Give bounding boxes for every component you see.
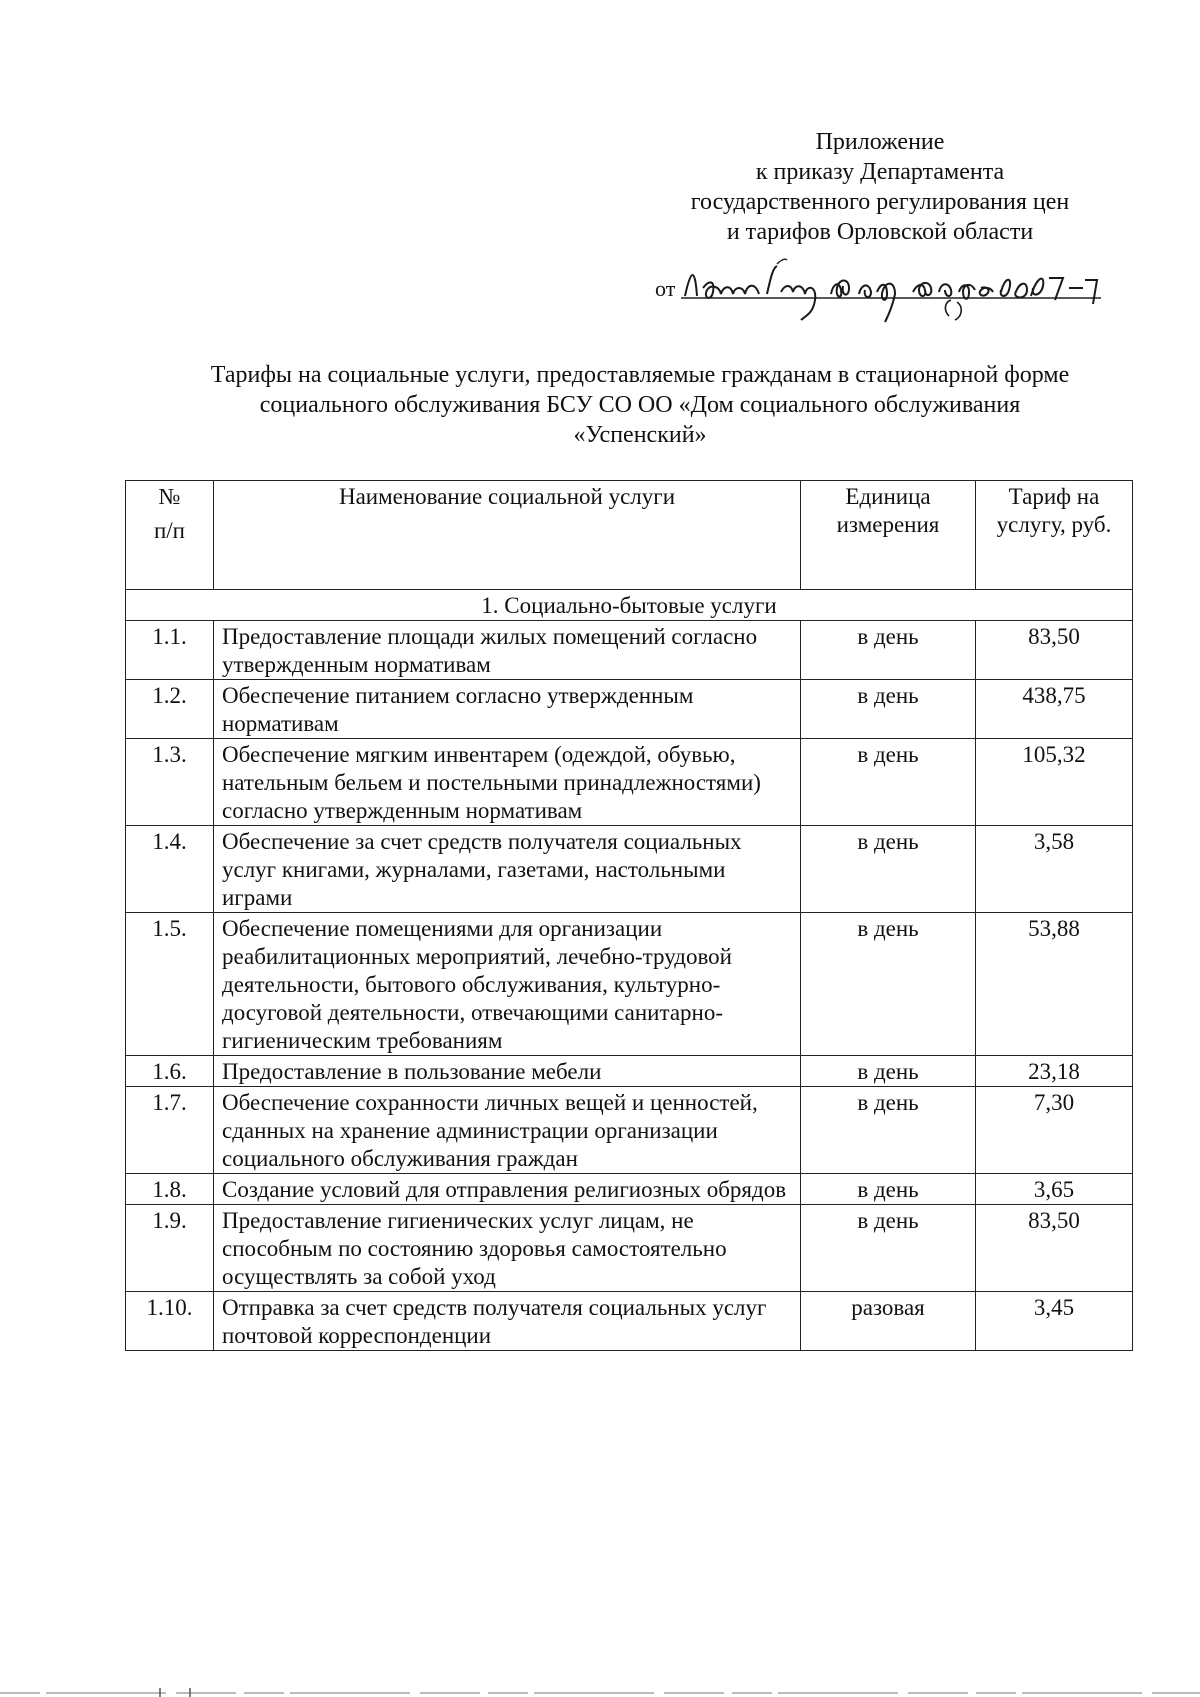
row-number: 1.4. [126, 826, 214, 913]
table-header-row [126, 481, 1133, 590]
appendix-line-2: к приказу Департамента [755, 159, 1005, 185]
row-service-name: Обеспечение мягким инвентарем (одеждой, обувью, нательным бельем и постельными принадлежностями) согласно утвержденным нормативам [214, 739, 801, 826]
row-service-name: Предоставление площади жилых помещений согласно утвержденным нормативам [214, 621, 801, 680]
header-num [126, 481, 214, 590]
row-tariff: 3,58 [976, 826, 1133, 913]
order-date-prefix: от [655, 276, 676, 301]
row-unit: в день [801, 1087, 976, 1174]
header-num-symbol: № [158, 484, 181, 509]
row-number: 1.2. [126, 680, 214, 739]
section-title: 1. Социально-бытовые услуги [126, 590, 1133, 621]
header-num-pp: п/п [153, 518, 185, 543]
row-number: 1.10. [126, 1292, 214, 1351]
header-tariff: Тариф на услугу, руб. [976, 481, 1133, 590]
appendix-block [600, 127, 1160, 247]
row-number: 1.7. [126, 1087, 214, 1174]
appendix-line-3: государственного регулирования цен [690, 189, 1070, 215]
row-tariff: 438,75 [976, 680, 1133, 739]
row-unit: в день [801, 1205, 976, 1292]
row-number: 1.1. [126, 621, 214, 680]
table-row [126, 1056, 1133, 1087]
order-date-line [655, 270, 1100, 310]
scan-edge-artifact [0, 1680, 1200, 1697]
row-tariff: 53,88 [976, 913, 1133, 1056]
table-row [126, 826, 1133, 913]
row-service-name: Обеспечение питанием согласно утвержденным нормативам [214, 680, 801, 739]
row-service-name: Отправка за счет средств получателя социальных услуг почтовой корреспонденции [214, 1292, 801, 1351]
row-number: 1.5. [126, 913, 214, 1056]
header-unit: Единица измерения [801, 481, 976, 590]
title-line-2: социального обслуживания БСУ СО ОО «Дом социального обслуживания [259, 392, 1021, 418]
appendix-line-1: Приложение [815, 129, 945, 155]
table-row [126, 1087, 1133, 1174]
table-row [126, 913, 1133, 1056]
row-service-name: Предоставление гигиенических услуг лицам, не способным по состоянию здоровья самостоятельно осуществлять за собой уход [214, 1205, 801, 1292]
row-number: 1.3. [126, 739, 214, 826]
row-tariff: 23,18 [976, 1056, 1133, 1087]
row-tariff: 3,65 [976, 1174, 1133, 1205]
row-tariff: 83,50 [976, 621, 1133, 680]
table-row [126, 621, 1133, 680]
row-unit: в день [801, 1056, 976, 1087]
row-tariff: 7,30 [976, 1087, 1133, 1174]
title-line-1: Тарифы на социальные услуги, предоставляемые гражданам в стационарной форме [210, 362, 1070, 388]
row-service-name: Создание условий для отправления религиозных обрядов [214, 1174, 801, 1205]
title-line-3: «Успенский» [573, 422, 707, 448]
row-unit: в день [801, 739, 976, 826]
table-row [126, 680, 1133, 739]
row-number: 1.6. [126, 1056, 214, 1087]
table-row [126, 1205, 1133, 1292]
row-tariff: 83,50 [976, 1205, 1133, 1292]
row-service-name: Обеспечение сохранности личных вещей и ценностей, сданных на хранение администрации организации социального обслуживания граждан [214, 1087, 801, 1174]
row-service-name: Обеспечение за счет средств получателя социальных услуг книгами, журналами, газетами, настольными играми [214, 826, 801, 913]
document-title [150, 360, 1130, 450]
row-unit: в день [801, 680, 976, 739]
row-tariff: 105,32 [976, 739, 1133, 826]
row-unit: в день [801, 1174, 976, 1205]
row-unit: в день [801, 826, 976, 913]
tariffs-table [125, 480, 1133, 1351]
row-service-name: Предоставление в пользование мебели [214, 1056, 801, 1087]
appendix-line-4: и тарифов Орловской области [726, 219, 1034, 245]
table-row [126, 1174, 1133, 1205]
row-number: 1.9. [126, 1205, 214, 1292]
handwritten-date-signature [681, 258, 1101, 328]
table-row [126, 1292, 1133, 1351]
table-row [126, 739, 1133, 826]
header-service-name: Наименование социальной услуги [214, 481, 801, 590]
row-unit: в день [801, 913, 976, 1056]
row-tariff: 3,45 [976, 1292, 1133, 1351]
row-number: 1.8. [126, 1174, 214, 1205]
row-service-name: Обеспечение помещениями для организации реабилитационных мероприятий, лечебно-трудовой деятельности, бытового обслуживания, культурно-досуговой деятельности, отвечающими санитарно-гигиеническим требованиям [214, 913, 801, 1056]
row-unit: разовая [801, 1292, 976, 1351]
section-row [126, 590, 1133, 621]
row-unit: в день [801, 621, 976, 680]
